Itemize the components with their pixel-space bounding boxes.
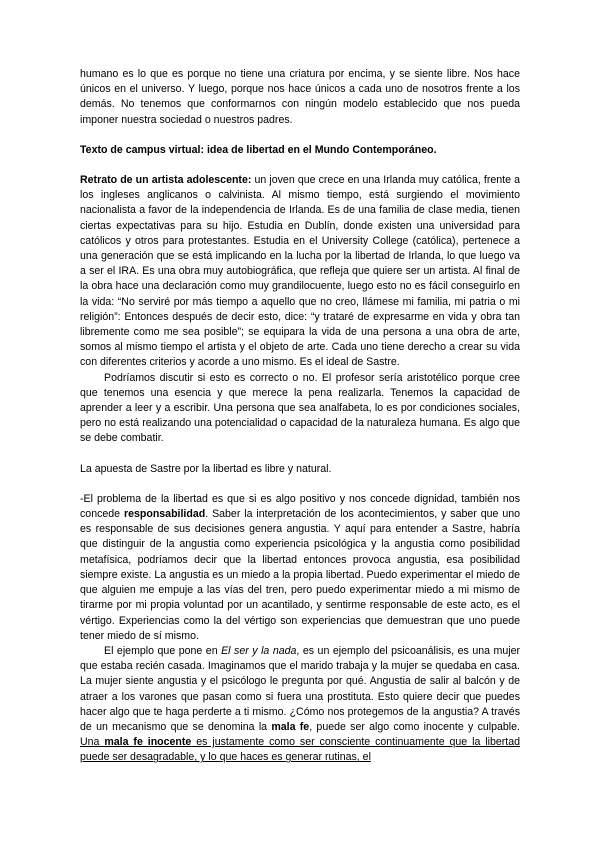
underlined-text-a: Una (80, 736, 105, 749)
paragraph-libertad (80, 492, 520, 644)
book-title: El ser y la nada (221, 644, 297, 657)
responsabilidad-term: responsabilidad (123, 508, 206, 521)
paragraph-intro: humano es lo que es porque no tiene una criatura por encima, y se siente libre. Nos hace únicos en el universo. Y luego, porque nos hace únicos a cada uno de nosotros frente a los demás. No tenemos que conformarnos con ningún modelo establecido que nos pueda imponer nuestra sociedad o nuestros padres. (80, 68, 520, 126)
underlined-text-b: es justamente como ser consciente continuamente que la libertad puede ser desagradable, y lo que haces es generar rutinas, el (80, 736, 520, 764)
paragraph-discussion: Podríamos discutir si esto es correcto o no. El profesor sería aristotélico porque cree que tenemos una esencia y que merece la pena realizarla. Tenemos la capacidad de aprender a leer y a escribir. Una persona que sea analfabeta, lo es por condiciones sociales, pero no está realizando una potencialidad o capacidad de la naturaleza humana. Es algo que se debe combatir. (80, 371, 520, 445)
paragraph-apuesta: La apuesta de Sastre por la libertad es libre y natural. (80, 462, 332, 475)
mala-fe-inocente-term: mala fe inocente (104, 736, 192, 749)
retrato-text: un joven que crece en una Irlanda muy católica, frente a los ingleses anglicanos o calvinista. Al mismo tiempo, está surgiendo el movimiento nacionalista a favor de la independencia de Irlanda. Es de una familia de clase media, tienen ciertas expectativas para su hijo. Estudia en Dublín, donde existen una universidad para católicos y otros para protestantes. Estudia en el University College (católica), pertenece a una generación que se está implicando en la lucha por la libertad de Irlanda, lo que luego va a ser el IRA. Es una obra muy autobiográfica, que refleja que quiere ser un artista. Al final de la obra hace una declaración como muy grandilocuente, luego esto no es fácil conseguirlo en la vida: “No serviré por más tiempo a aquello que no creo, llámese mi familia, mi patria o mi religión”: Entonces después de decir esto, dice: “y trataré de expresarme en vida y obra tan libremente como me sea posible”; se equipara la vida de una persona a una obra de arte, somos al mismo tiempo el artista y el objeto de arte. Cada uno tiene derecho a crear su vida con diferentes criterios y acorde a uno mismo. Es el ideal de Sastre. (80, 174, 520, 369)
section-heading: Texto de campus virtual: idea de libertad en el Mundo Contemporáneo. (80, 143, 437, 156)
libertad-text-b: . Saber la interpretación de los acontecimientos, y saber que uno es responsable de sus decisiones genera angustia. Y aquí para entender a Sastre, habría que distinguir de la angustia como experiencia psicológica y la angustia como posibilidad metafísica, podríamos decir que la libertad entonces provoca angustia, esa posibilidad siempre existe. La angustia es un miedo a la propia libertad. Puedo experimentar el miedo de que alguien me empuje a las vías del tren, pero puedo experimentar miedo a mi mismo de tirarme por mi propia voluntad por un acantilado, y sentirme responsable de este acto, es el vértigo. Experiencias como la del vértigo son experiencias que demuestran que uno puede tener miedo de sí mismo. (80, 508, 520, 642)
paragraph-retrato (80, 173, 520, 371)
libertad-text-a: -El problema de la libertad es que si es algo positivo y nos concede dignidad, también nos concede (80, 492, 520, 521)
paragraph-ejemplo (80, 644, 520, 766)
ejemplo-text-b: , es un ejemplo del psicoanálisis, es una mujer que estaba recién casada. Imaginamos que el marido trabaja y la mujer se quedaba en casa. La mujer siente angustia y el psicólogo le pregunta por qué. Angustia de salir al balcón y de atraer a los varones que pasan como si fuera una prostituta. Esto quiere decir que puedes hacer algo que te haga perderte a ti mismo. ¿Cómo nos protegemos de la angustia? A través de un mecanismo que se denomina la (80, 644, 520, 733)
ejemplo-text-a: El ejemplo que pone en (104, 644, 222, 657)
ejemplo-text-c: , puede ser algo como inocente y culpable. (309, 720, 520, 733)
retrato-lead: Retrato de un artista adolescente: (80, 174, 252, 187)
mala-fe-term: mala fe (271, 720, 310, 733)
